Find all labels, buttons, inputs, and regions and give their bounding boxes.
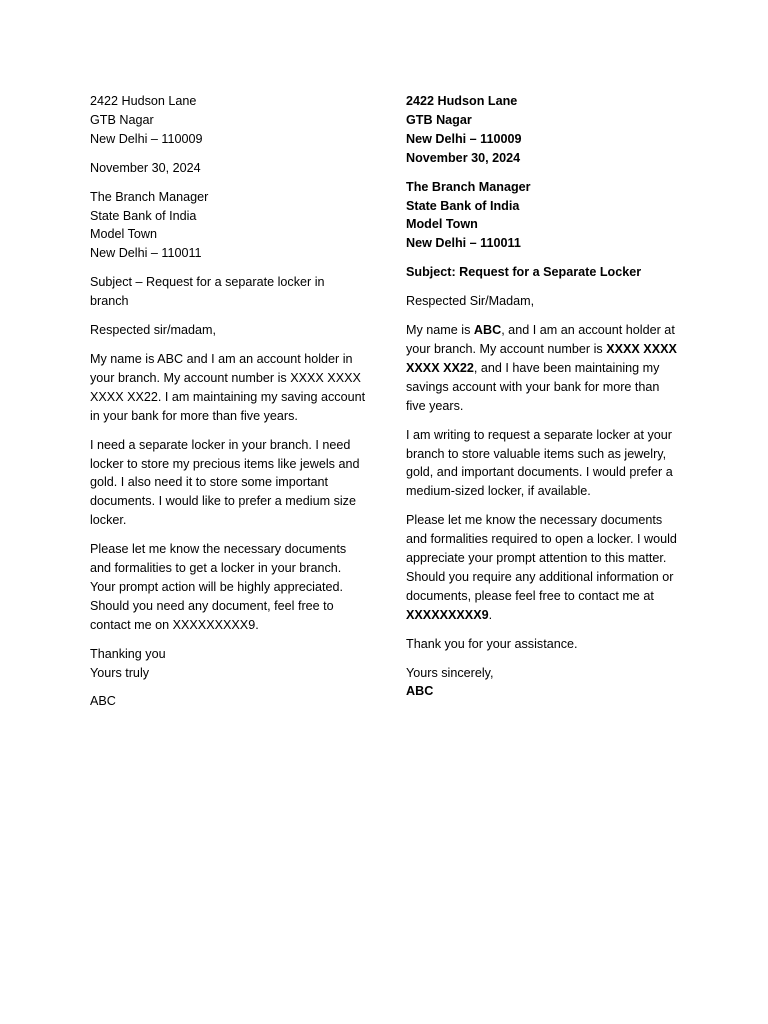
- recipient-line: State Bank of India: [406, 198, 520, 213]
- recipient-line: State Bank of India: [90, 208, 197, 223]
- body-paragraph: [406, 321, 682, 416]
- salutation: Respected Sir/Madam,: [406, 294, 535, 309]
- sender-address: [406, 92, 682, 168]
- thanks-line: Thank you for your assistance.: [406, 636, 578, 651]
- name-bold: ABC: [473, 323, 502, 338]
- salutation: Respected sir/madam,: [90, 323, 216, 338]
- letter-date: November 30, 2024: [90, 160, 201, 175]
- address-line: 2422 Hudson Lane: [406, 94, 518, 108]
- account-number-bold: XXXX XXXX XXXX XX22: [406, 341, 677, 375]
- letter-revised: [406, 92, 682, 711]
- address-line: GTB Nagar: [90, 112, 154, 127]
- recipient-line: The Branch Manager: [90, 189, 209, 204]
- address-line: GTB Nagar: [406, 112, 472, 127]
- address-line: New Delhi – 110009: [406, 131, 522, 146]
- recipient-line: Model Town: [406, 217, 478, 232]
- letter-date: November 30, 2024: [406, 150, 521, 165]
- recipient-line: The Branch Manager: [406, 179, 531, 194]
- signature: ABC: [90, 694, 116, 709]
- text-run: Please let me know the necessary documents and formalities required to open a locker. I would appreciate your prompt attention to this matter. Should you require any additional information or documents, please feel free to contact me at: [406, 513, 677, 603]
- recipient-line: New Delhi – 110011: [90, 246, 202, 261]
- sender-address: [90, 92, 366, 149]
- recipient-line: New Delhi – 110011: [406, 236, 521, 251]
- address-line: 2422 Hudson Lane: [90, 94, 197, 108]
- letter-original: [90, 92, 366, 721]
- body-paragraph: My name is ABC and I am an account holder in your branch. My account number is XXXX XXXX XXXX XX22. I am maintaining my saving account in your bank for more than five years.: [90, 351, 366, 423]
- letter-subject: Subject: Request for a Separate Locker: [406, 265, 642, 280]
- recipient-line: Model Town: [90, 227, 157, 242]
- body-paragraph: [406, 511, 682, 624]
- text-run: , and I have been maintaining my savings account with your bank for more than five years.: [406, 360, 660, 413]
- address-line: New Delhi – 110009: [90, 131, 203, 146]
- closing-line: Yours sincerely,: [406, 665, 494, 680]
- closing: [90, 645, 366, 683]
- body-paragraph: I am writing to request a separate locker at your branch to store valuable items such as jewelry, gold, and important documents. I would prefer a medium-sized locker, if available.: [406, 427, 673, 499]
- signature: ABC: [406, 684, 434, 699]
- text-run: .: [488, 607, 493, 622]
- body-paragraph: I need a separate locker in your branch. I need locker to store my precious items like jewels and gold. I also need it to store some important documents. I would like to prefer a medium size locker.: [90, 437, 360, 528]
- text-run: , and I am an account holder at your branch. My account number is: [406, 323, 675, 356]
- closing-line: Yours truly: [90, 665, 150, 680]
- recipient-address: [406, 178, 682, 254]
- letter-subject: Subject – Request for a separate locker in branch: [90, 275, 325, 309]
- closing: [406, 664, 682, 702]
- phone-number-bold: XXXXXXXXX9: [406, 607, 489, 622]
- text-run: My name is: [406, 323, 474, 338]
- closing-line: Thanking you: [90, 646, 166, 661]
- body-paragraph: Please let me know the necessary documents and formalities to get a locker in your branch. Your prompt action will be highly appreciated. Should you need any document, feel free to contact me on XXXXXXXXX9.: [90, 542, 347, 632]
- recipient-address: [90, 188, 366, 264]
